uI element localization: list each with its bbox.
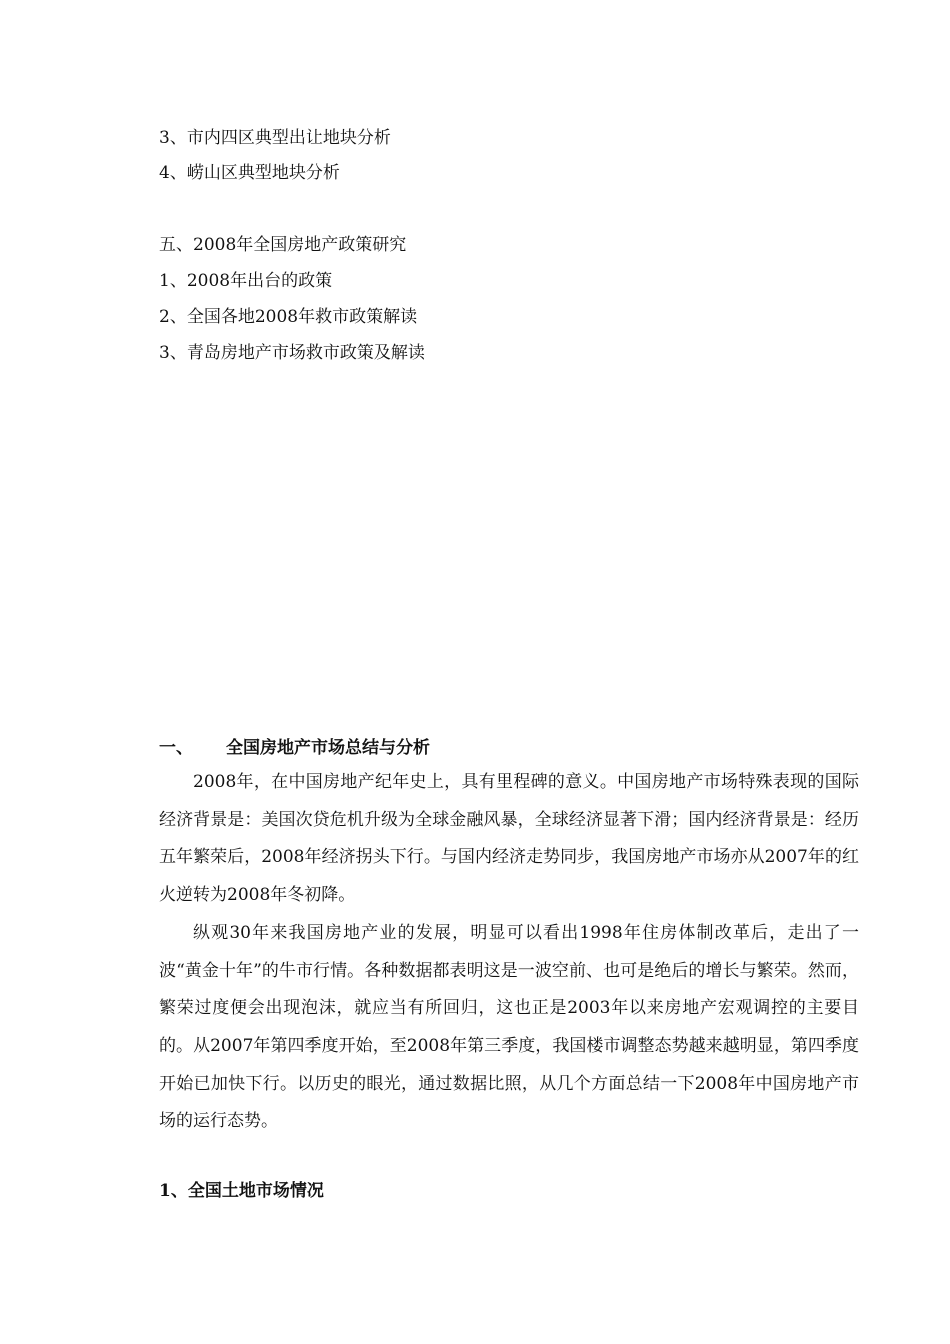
toc-item: 3、市内四区典型出让地块分析: [159, 128, 391, 148]
toc-item: 4、崂山区典型地块分析: [159, 163, 340, 183]
toc-item: 2、全国各地2008年救市政策解读: [159, 307, 418, 327]
chapter-number: 一、: [159, 738, 193, 758]
toc-item: 1、2008年出台的政策: [159, 271, 333, 291]
toc-section-title: 五、2008年全国房地产政策研究: [159, 235, 407, 255]
body-paragraph: 2008年，在中国房地产纪年史上，具有里程碑的意义。中国房地产市场特殊表现的国际经济背景是：美国次贷危机升级为全球金融风暴，全球经济显著下滑；国内经济背景是：经历五年繁荣后，2008年经济拐头下行。与国内经济走势同步，我国房地产市场亦从2007年的红火逆转为2008年冬初降。: [159, 772, 859, 906]
subsection-title: 1、全国土地市场情况: [159, 1181, 324, 1201]
chapter-title: 全国房地产市场总结与分析: [226, 738, 430, 758]
toc-item: 3、青岛房地产市场救市政策及解读: [159, 343, 425, 363]
body-paragraph: 纵观30年来我国房地产业的发展，明显可以看出1998年住房体制改革后，走出了一波“黄金十年”的牛市行情。各种数据都表明这是一波空前、也可是绝后的增长与繁荣。然而，繁荣过度便会出现泡沫，就应当有所回归，这也正是2003年以来房地产宏观调控的主要目的。从2007年第四季度开始，至2008年第三季度，我国楼市调整态势越来越明显，第四季度开始已加快下行。以历史的眼光，通过数据比照，从几个方面总结一下2008年中国房地产市场的运行态势。: [159, 922, 859, 1132]
chapter-body: [159, 764, 859, 1141]
